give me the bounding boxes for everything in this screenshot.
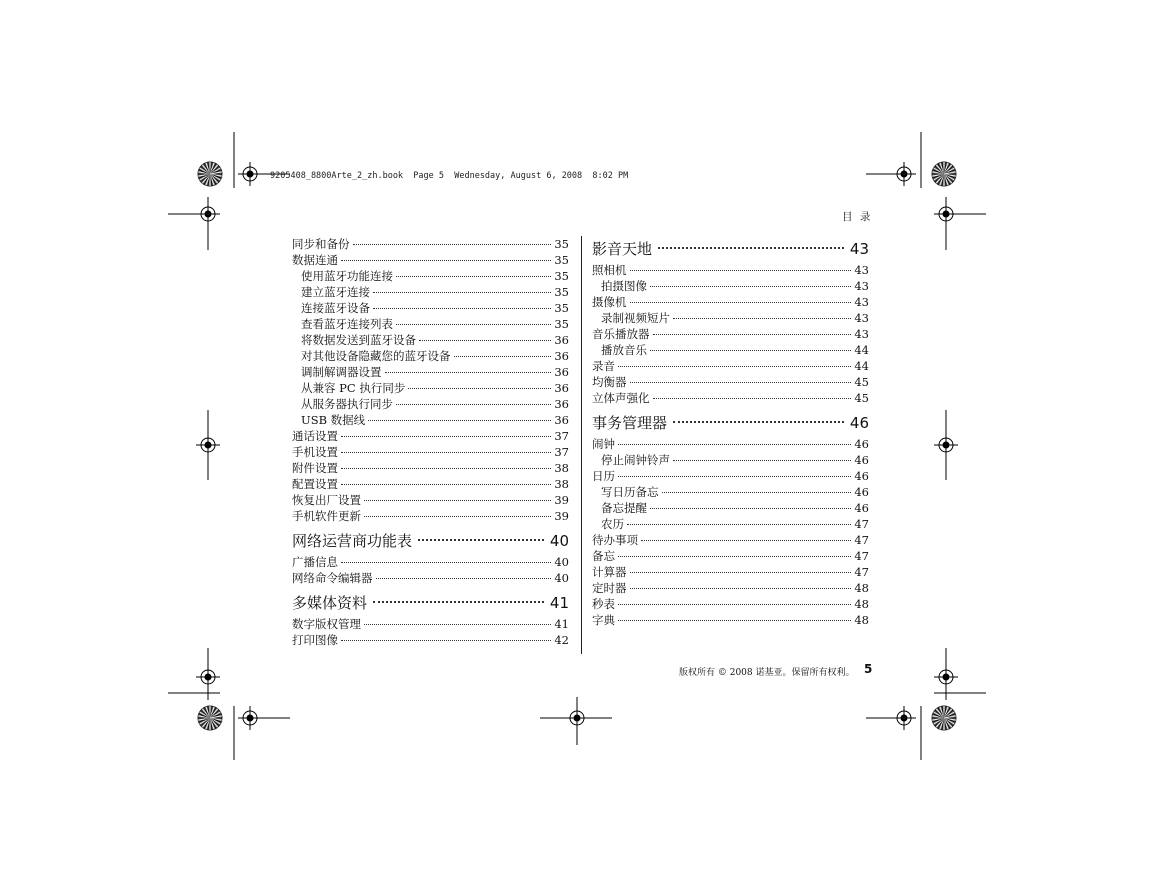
dot-leader bbox=[454, 356, 552, 357]
toc-entry bbox=[292, 268, 569, 284]
toc-page: 47 bbox=[854, 533, 869, 547]
dot-leader bbox=[653, 334, 852, 335]
footer-copyright: 版权所有 © 2008 诺基亚。保留所有权利。 bbox=[679, 668, 855, 678]
dot-leader bbox=[418, 539, 544, 541]
toc-entry bbox=[592, 436, 869, 452]
toc-page: 36 bbox=[554, 381, 569, 395]
toc-entry bbox=[292, 444, 569, 460]
dot-leader bbox=[673, 318, 851, 319]
toc-title: 打印图像 bbox=[292, 633, 338, 647]
toc-title: 附件设置 bbox=[292, 461, 338, 475]
dot-leader bbox=[364, 624, 551, 625]
dot-leader bbox=[396, 404, 551, 405]
dot-leader bbox=[408, 388, 551, 389]
toc-page: 46 bbox=[854, 469, 869, 483]
dot-leader bbox=[630, 588, 852, 589]
toc-title: 计算器 bbox=[592, 565, 627, 579]
toc-page: 39 bbox=[554, 509, 569, 523]
dot-leader bbox=[396, 276, 551, 277]
toc-entry bbox=[592, 358, 869, 374]
toc-entry bbox=[592, 390, 869, 406]
dot-leader bbox=[341, 468, 551, 469]
toc-page: 36 bbox=[554, 397, 569, 411]
toc-title: 数字版权管理 bbox=[292, 617, 361, 631]
dot-leader bbox=[650, 350, 851, 351]
toc-page: 43 bbox=[854, 279, 869, 293]
toc-page: 45 bbox=[854, 391, 869, 405]
toc-page: 43 bbox=[854, 295, 869, 309]
toc-entry bbox=[592, 468, 869, 484]
toc-entry bbox=[592, 310, 869, 326]
toc-page: 47 bbox=[854, 565, 869, 579]
toc-page: 42 bbox=[554, 633, 569, 647]
toc-page: 35 bbox=[554, 301, 569, 315]
toc-title: 定时器 bbox=[592, 581, 627, 595]
dot-leader bbox=[373, 292, 551, 293]
dot-leader bbox=[653, 398, 852, 399]
toc-title: 均衡器 bbox=[592, 375, 627, 389]
toc-title: 事务管理器 bbox=[592, 414, 668, 432]
toc-entry bbox=[592, 484, 869, 500]
dot-leader bbox=[419, 340, 551, 341]
toc-page: 35 bbox=[554, 253, 569, 267]
toc-entry bbox=[592, 294, 869, 310]
toc-page: 44 bbox=[854, 343, 869, 357]
dot-leader bbox=[373, 601, 544, 603]
toc-page: 46 bbox=[849, 414, 869, 432]
toc-title: 手机设置 bbox=[292, 445, 338, 459]
dot-leader bbox=[630, 382, 852, 383]
toc-page: 38 bbox=[554, 461, 569, 475]
dot-leader bbox=[650, 508, 851, 509]
toc-page: 35 bbox=[554, 285, 569, 299]
toc-title: 广播信息 bbox=[292, 555, 338, 569]
toc-chapter bbox=[292, 528, 569, 554]
toc-title: 对其他设备隐藏您的蓝牙设备 bbox=[301, 349, 451, 363]
dot-leader bbox=[630, 572, 852, 573]
toc-title: 秒表 bbox=[592, 597, 615, 611]
dot-leader bbox=[385, 372, 552, 373]
dot-leader bbox=[627, 524, 851, 525]
toc-left-column bbox=[292, 236, 569, 648]
toc-title: 恢复出厂设置 bbox=[292, 493, 361, 507]
toc-page: 36 bbox=[554, 349, 569, 363]
dot-leader bbox=[673, 460, 851, 461]
dot-leader bbox=[662, 492, 852, 493]
toc-entry bbox=[592, 564, 869, 580]
toc-title: 农历 bbox=[601, 517, 624, 531]
toc-entry bbox=[292, 396, 569, 412]
dot-leader bbox=[341, 640, 551, 641]
dot-leader bbox=[341, 562, 551, 563]
toc-entry bbox=[592, 500, 869, 516]
toc-entry bbox=[292, 252, 569, 268]
toc-right-column bbox=[592, 236, 869, 628]
dot-leader bbox=[618, 556, 851, 557]
toc-page: 46 bbox=[854, 501, 869, 515]
toc-entry bbox=[292, 332, 569, 348]
dot-leader bbox=[641, 540, 851, 541]
toc-title: 立体声强化 bbox=[592, 391, 650, 405]
toc-title: 闹钟 bbox=[592, 437, 615, 451]
toc-page: 43 bbox=[849, 240, 869, 258]
toc-title: 播放音乐 bbox=[601, 343, 647, 357]
toc-title: 影音天地 bbox=[592, 240, 653, 258]
dot-leader bbox=[364, 500, 551, 501]
toc-title: 多媒体资料 bbox=[292, 594, 368, 612]
dot-leader bbox=[630, 270, 852, 271]
section-label: 目 录 bbox=[842, 211, 873, 223]
toc-page: 44 bbox=[854, 359, 869, 373]
toc-title: 照相机 bbox=[592, 263, 627, 277]
toc-entry bbox=[292, 508, 569, 524]
toc-entry bbox=[292, 412, 569, 428]
dot-leader bbox=[618, 366, 851, 367]
toc-page: 38 bbox=[554, 477, 569, 491]
column-divider bbox=[581, 236, 582, 654]
toc-page: 40 bbox=[554, 571, 569, 585]
toc-entry bbox=[292, 492, 569, 508]
toc-page: 37 bbox=[554, 445, 569, 459]
toc-page: 36 bbox=[554, 365, 569, 379]
toc-title: 网络运营商功能表 bbox=[292, 532, 413, 550]
toc-entry bbox=[292, 632, 569, 648]
toc-entry bbox=[592, 612, 869, 628]
toc-title: 同步和备份 bbox=[292, 237, 350, 251]
toc-page: 46 bbox=[854, 485, 869, 499]
dot-leader bbox=[353, 244, 552, 245]
toc-entry bbox=[292, 300, 569, 316]
toc-entry bbox=[592, 342, 869, 358]
toc-entry bbox=[592, 596, 869, 612]
toc-entry bbox=[292, 284, 569, 300]
dot-leader bbox=[376, 578, 552, 579]
toc-title: 停止闹钟铃声 bbox=[601, 453, 670, 467]
toc-title: 备忘提醒 bbox=[601, 501, 647, 515]
toc-title: 写日历备忘 bbox=[601, 485, 659, 499]
toc-page: 40 bbox=[554, 555, 569, 569]
toc-title: 配置设置 bbox=[292, 477, 338, 491]
dot-leader bbox=[341, 436, 551, 437]
toc-entry bbox=[292, 554, 569, 570]
toc-title: 字典 bbox=[592, 613, 615, 627]
toc-title: 调制解调器设置 bbox=[301, 365, 382, 379]
toc-title: 备忘 bbox=[592, 549, 615, 563]
toc-title: 建立蓝牙连接 bbox=[301, 285, 370, 299]
dot-leader bbox=[341, 452, 551, 453]
toc-page: 47 bbox=[854, 549, 869, 563]
dot-leader bbox=[373, 308, 551, 309]
toc-page: 41 bbox=[549, 594, 569, 612]
toc-entry bbox=[292, 236, 569, 252]
toc-title: 将数据发送到蓝牙设备 bbox=[301, 333, 416, 347]
toc-entry bbox=[592, 580, 869, 596]
toc-page: 47 bbox=[854, 517, 869, 531]
toc-entry bbox=[292, 616, 569, 632]
dot-leader bbox=[364, 516, 551, 517]
toc-entry bbox=[292, 460, 569, 476]
dot-leader bbox=[630, 302, 852, 303]
toc-page: 46 bbox=[854, 453, 869, 467]
toc-title: 摄像机 bbox=[592, 295, 627, 309]
dot-leader bbox=[618, 604, 851, 605]
toc-entry bbox=[292, 476, 569, 492]
dot-leader bbox=[618, 476, 851, 477]
toc-page: 46 bbox=[854, 437, 869, 451]
toc-page: 37 bbox=[554, 429, 569, 443]
toc-page: 45 bbox=[854, 375, 869, 389]
toc-page: 40 bbox=[549, 532, 569, 550]
toc-chapter bbox=[592, 410, 869, 436]
toc-title: 待办事项 bbox=[592, 533, 638, 547]
toc-title: 从服务器执行同步 bbox=[301, 397, 393, 411]
toc-entry bbox=[592, 516, 869, 532]
toc-entry bbox=[292, 428, 569, 444]
toc-entry bbox=[592, 326, 869, 342]
toc-entry bbox=[592, 262, 869, 278]
dot-leader bbox=[368, 420, 551, 421]
toc-title: 录制视频短片 bbox=[601, 311, 670, 325]
toc-page: 48 bbox=[854, 581, 869, 595]
toc-page: 43 bbox=[854, 311, 869, 325]
toc-page: 39 bbox=[554, 493, 569, 507]
toc-title: 数据连通 bbox=[292, 253, 338, 267]
toc-title: 通话设置 bbox=[292, 429, 338, 443]
toc-chapter bbox=[292, 590, 569, 616]
toc-entry bbox=[292, 364, 569, 380]
toc-page: 36 bbox=[554, 333, 569, 347]
toc-page: 41 bbox=[554, 617, 569, 631]
dot-leader bbox=[658, 247, 844, 249]
toc-title: 网络命令编辑器 bbox=[292, 571, 373, 585]
toc-title: 录音 bbox=[592, 359, 615, 373]
dot-leader bbox=[673, 421, 844, 423]
toc-page: 35 bbox=[554, 317, 569, 331]
toc-entry bbox=[592, 278, 869, 294]
dot-leader bbox=[396, 324, 551, 325]
toc-title: USB 数据线 bbox=[301, 413, 366, 427]
toc-page: 36 bbox=[554, 413, 569, 427]
toc-title: 连接蓝牙设备 bbox=[301, 301, 370, 315]
toc-entry bbox=[292, 348, 569, 364]
toc-entry bbox=[592, 452, 869, 468]
dot-leader bbox=[341, 260, 551, 261]
page-number: 5 bbox=[864, 662, 873, 676]
print-header: 9205408_8800Arte_2_zh.book Page 5 Wednesday, August 6, 2008 8:02 PM bbox=[270, 171, 629, 181]
toc-entry bbox=[292, 316, 569, 332]
toc-page: 43 bbox=[854, 263, 869, 277]
toc-title: 使用蓝牙功能连接 bbox=[301, 269, 393, 283]
toc-entry bbox=[592, 548, 869, 564]
toc-title: 音乐播放器 bbox=[592, 327, 650, 341]
toc-chapter bbox=[592, 236, 869, 262]
dot-leader bbox=[618, 444, 851, 445]
toc-page: 48 bbox=[854, 597, 869, 611]
toc-entry bbox=[292, 380, 569, 396]
toc-entry bbox=[592, 532, 869, 548]
toc-entry bbox=[292, 570, 569, 586]
toc-page: 35 bbox=[554, 237, 569, 251]
toc-page: 43 bbox=[854, 327, 869, 341]
toc-title: 日历 bbox=[592, 469, 615, 483]
toc-title: 拍摄图像 bbox=[601, 279, 647, 293]
dot-leader bbox=[618, 620, 851, 621]
toc-title: 查看蓝牙连接列表 bbox=[301, 317, 393, 331]
dot-leader bbox=[341, 484, 551, 485]
toc-title: 从兼容 PC 执行同步 bbox=[301, 381, 406, 395]
dot-leader bbox=[650, 286, 851, 287]
toc-page: 48 bbox=[854, 613, 869, 627]
toc-title: 手机软件更新 bbox=[292, 509, 361, 523]
toc-entry bbox=[592, 374, 869, 390]
toc-page: 35 bbox=[554, 269, 569, 283]
